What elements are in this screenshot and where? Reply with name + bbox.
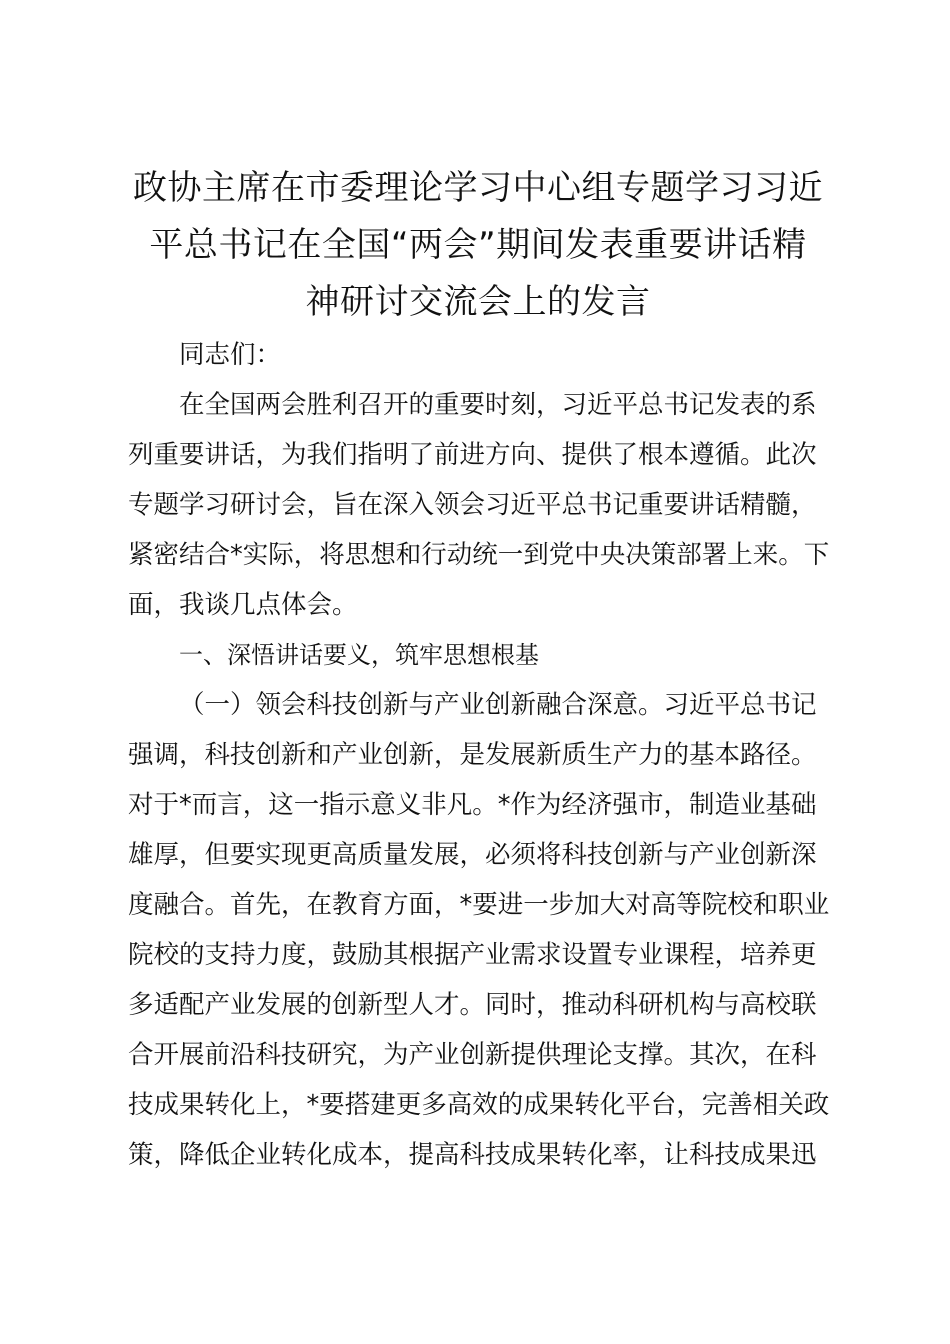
paragraph-line: 在全国两会胜利召开的重要时刻，习近平总书记发表的系 [179, 390, 817, 420]
paragraph-line: 技成果转化上，*要搭建更多高效的成果转化平台，完善相关政 [128, 1090, 830, 1120]
title-line: 政协主席在市委理论学习中心组专题学习习近 [133, 168, 823, 208]
greeting: 同志们： [179, 340, 282, 370]
paragraph-line: 强调，科技创新和产业创新，是发展新质生产力的基本路径。 [128, 740, 817, 770]
section-heading: 一、深悟讲话要义，筑牢思想根基 [179, 641, 539, 669]
paragraph-line: 雄厚，但要实现更高质量发展，必须将科技创新与产业创新深 [128, 840, 817, 870]
document-title [118, 160, 838, 331]
paragraph-line: 策，降低企业转化成本，提高科技成果转化率，让科技成果迅 [128, 1140, 817, 1170]
paragraph-line: 院校的支持力度，鼓励其根据产业需求设置专业课程，培养更 [128, 940, 817, 970]
document-body [128, 330, 840, 1180]
paragraph-line: 面，我谈几点体会。 [128, 590, 358, 620]
title-line: 神研讨交流会上的发言 [305, 282, 651, 322]
title-line: 平总书记在全国“两会”期间发表重要讲话精 [149, 225, 807, 265]
paragraph-line: （一）领会科技创新与产业创新融合深意。习近平总书记 [179, 690, 817, 720]
paragraph-line: 度融合。首先，在教育方面，*要进一步加大对高等院校和职业 [128, 890, 830, 920]
paragraph-line: 多适配产业发展的创新型人才。同时，推动科研机构与高校联 [128, 990, 817, 1020]
paragraph-line: 对于*而言，这一指示意义非凡。*作为经济强市，制造业基础 [128, 790, 817, 820]
intro-paragraph [128, 380, 840, 630]
paragraph-line: 合开展前沿科技研究，为产业创新提供理论支撑。其次，在科 [128, 1040, 817, 1070]
subsection-paragraph [128, 680, 840, 1180]
paragraph-line: 列重要讲话，为我们指明了前进方向、提供了根本遵循。此次 [128, 440, 817, 470]
paragraph-line: 紧密结合*实际，将思想和行动统一到党中央决策部署上来。下 [128, 540, 830, 570]
paragraph-line: 专题学习研讨会，旨在深入领会习近平总书记重要讲话精髓， [128, 490, 817, 520]
